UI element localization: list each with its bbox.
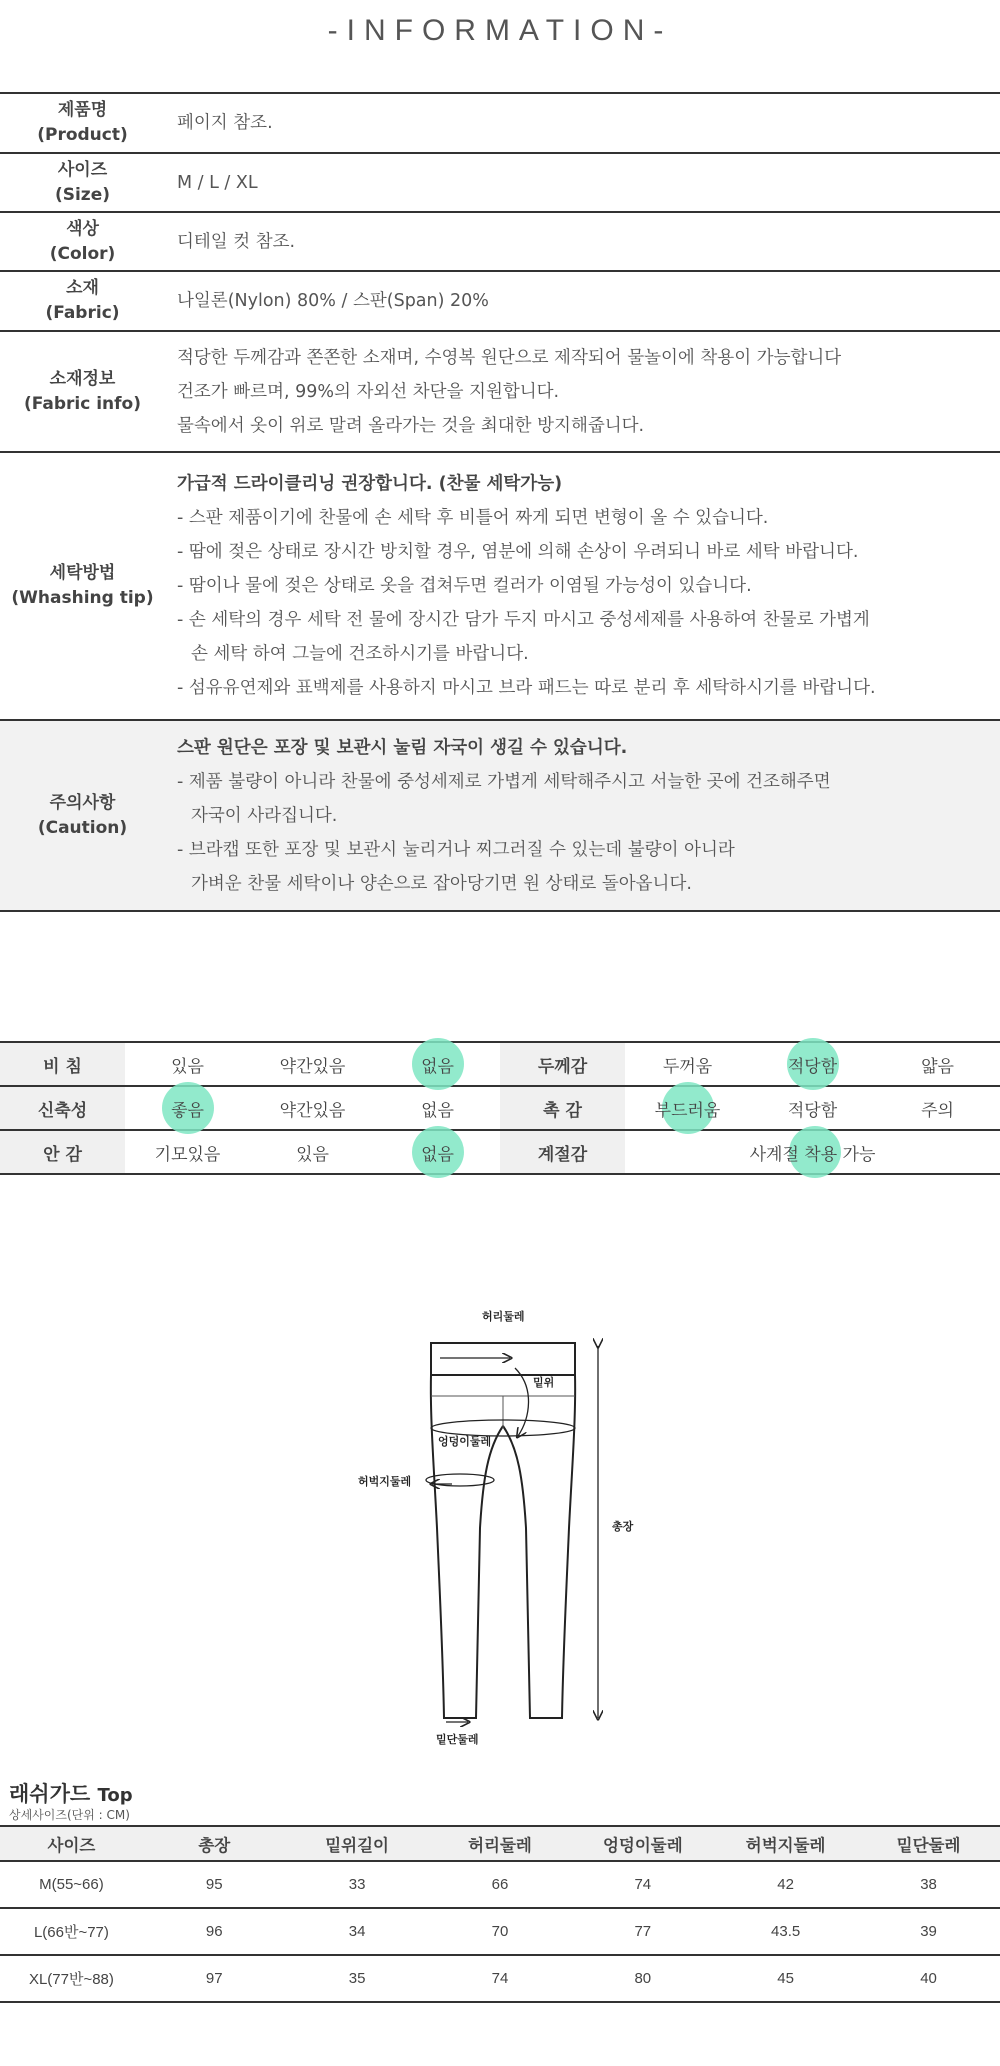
header-size: 사이즈 — [0, 1826, 143, 1861]
char-option-selected — [375, 1131, 500, 1173]
label-ko: 사이즈 — [57, 159, 108, 180]
char-row-1 — [0, 1043, 1000, 1087]
label-en: (Product) — [37, 125, 128, 145]
info-label — [0, 721, 165, 910]
option-text: 주의 — [921, 1100, 954, 1121]
measurement-diagram — [340, 1298, 650, 1748]
char-label — [500, 1087, 625, 1129]
table-cell: 45 — [714, 1955, 857, 2002]
table-cell: 77 — [571, 1908, 714, 1955]
table-cell: 40 — [857, 1955, 1000, 2002]
char-option-selected — [375, 1043, 500, 1085]
label-ko: 주의사항 — [49, 792, 116, 813]
table-cell: XL(77반~88) — [0, 1955, 143, 2002]
char-option-selected — [625, 1131, 1000, 1173]
info-row-product — [0, 92, 1000, 152]
label-ko: 소재정보 — [49, 368, 116, 389]
table-cell: L(66반~77) — [0, 1908, 143, 1955]
info-row-color — [0, 211, 1000, 270]
table-row — [0, 1955, 1000, 2002]
label-en: (Fabric info) — [23, 393, 141, 414]
table-row — [0, 1908, 1000, 1955]
table-cell: 70 — [429, 1908, 572, 1955]
option-text: 약간있음 — [279, 1100, 346, 1121]
char-option-selected — [625, 1087, 750, 1129]
option-text: 부드러움 — [654, 1100, 721, 1121]
info-row-fabric — [0, 270, 1000, 330]
char-option — [250, 1087, 375, 1129]
info-value — [165, 332, 1000, 451]
texture-label: 촉 감 — [543, 1100, 582, 1121]
char-option — [250, 1131, 375, 1173]
char-option — [625, 1043, 750, 1085]
product-value: 페이지 참조. — [177, 113, 273, 133]
caution-heading: 스판 원단은 포장 및 보관시 눌림 자국이 생길 수 있습니다. — [177, 737, 628, 758]
table-cell: 43.5 — [714, 1908, 857, 1955]
label-ko: 세탁방법 — [49, 563, 116, 583]
info-label — [0, 213, 165, 270]
table-cell: 97 — [143, 1955, 286, 2002]
option-text: 기모있음 — [154, 1144, 221, 1165]
size-title-text: 래쉬가드 — [9, 1782, 91, 1806]
lining-label: 안 감 — [43, 1144, 82, 1165]
hip-label: 엉덩이둘레 — [438, 1435, 492, 1448]
label-ko: 색상 — [66, 218, 99, 239]
info-value — [165, 94, 1000, 152]
size-table — [0, 1825, 1000, 2003]
table-cell: 39 — [857, 1908, 1000, 1955]
table-cell: 42 — [714, 1861, 857, 1908]
washing-line: - 섬유유연제와 표백제를 사용하지 마시고 브라 패드는 따로 분리 후 세탁하시기를 바랍니다. — [177, 678, 876, 698]
table-cell: 35 — [286, 1955, 429, 2002]
option-text: 두꺼움 — [662, 1056, 713, 1077]
waist-label: 허리둘레 — [482, 1310, 525, 1323]
info-row-fabric-info — [0, 330, 1000, 451]
table-cell: 74 — [571, 1861, 714, 1908]
option-text: 있음 — [171, 1056, 204, 1077]
option-text: 적당함 — [787, 1056, 838, 1077]
leggings-illustration — [340, 1298, 650, 1748]
info-value — [165, 272, 1000, 330]
hem-label: 밑단둘레 — [436, 1733, 479, 1746]
caution-line: 자국이 사라집니다. — [191, 805, 338, 826]
info-label — [0, 154, 165, 211]
info-label — [0, 453, 165, 719]
option-text: 있음 — [296, 1144, 329, 1165]
char-option-selected — [750, 1043, 875, 1085]
info-label — [0, 332, 165, 451]
table-cell: 96 — [143, 1908, 286, 1955]
table-cell: 33 — [286, 1861, 429, 1908]
option-text: 없음 — [421, 1144, 454, 1165]
elasticity-label: 신축성 — [37, 1100, 88, 1121]
char-label — [0, 1131, 125, 1173]
washing-line: - 땀에 젖은 상태로 장시간 방치할 경우, 염분에 의해 손상이 우려되니 바로 세탁 바랍니다. — [177, 542, 859, 562]
info-row-size — [0, 152, 1000, 211]
option-text: 약간있음 — [279, 1056, 346, 1077]
option-text: 없음 — [421, 1100, 454, 1121]
info-value — [165, 213, 1000, 270]
char-option-selected — [125, 1087, 250, 1129]
info-label — [0, 94, 165, 152]
table-cell: 34 — [286, 1908, 429, 1955]
color-value: 디테일 컷 참조. — [177, 231, 296, 252]
season-value: 사계절 착용 가능 — [749, 1144, 876, 1165]
char-label — [500, 1043, 625, 1085]
char-option — [750, 1087, 875, 1129]
information-table — [0, 92, 1000, 912]
header-hip: 엉덩이둘레 — [571, 1826, 714, 1861]
size-header-row — [0, 1826, 1000, 1861]
char-option — [875, 1087, 1000, 1129]
page-title: -INFORMATION- — [327, 14, 673, 47]
info-value — [165, 453, 1000, 719]
char-row-3 — [0, 1131, 1000, 1175]
table-cell: 80 — [571, 1955, 714, 2002]
see-through-label: 비 침 — [43, 1056, 82, 1077]
fabric-info-line: 물속에서 옷이 위로 말려 올라가는 것을 최대한 방지해줍니다. — [177, 415, 645, 436]
fabric-info-line: 적당한 두께감과 쫀쫀한 소재며, 수영복 원단으로 제작되어 물놀이에 착용이 가능합니다 — [177, 347, 842, 368]
char-row-2 — [0, 1087, 1000, 1131]
washing-line: - 스판 제품이기에 찬물에 손 세탁 후 비틀어 짜게 되면 변형이 올 수 있습니다. — [177, 508, 769, 528]
char-label — [0, 1087, 125, 1129]
header-rise: 밑위길이 — [286, 1826, 429, 1861]
info-row-caution — [0, 719, 1000, 912]
thigh-label: 허벅지둘레 — [358, 1475, 412, 1488]
option-text: 얇음 — [921, 1056, 954, 1077]
caution-line: 가벼운 찬물 세탁이나 양손으로 잡아당기면 원 상태로 돌아옵니다. — [191, 873, 692, 894]
label-en: (Fabric) — [45, 303, 120, 323]
info-row-washing — [0, 451, 1000, 719]
season-label: 계절감 — [537, 1144, 588, 1165]
table-cell: 95 — [143, 1861, 286, 1908]
washing-line: - 땀이나 물에 젖은 상태로 옷을 겹쳐두면 컬러가 이염될 가능성이 있습니다. — [177, 576, 752, 596]
washing-heading: 가급적 드라이클리닝 권장합니다. (찬물 세탁가능) — [177, 474, 563, 494]
length-label: 총장 — [612, 1520, 634, 1533]
caution-line: - 제품 불량이 아니라 찬물에 중성세제로 가볍게 세탁해주시고 서늘한 곳에 건조해주면 — [177, 771, 831, 792]
washing-line: - 손 세탁의 경우 세탁 전 물에 장시간 담가 두지 마시고 중성세제를 사용하여 찬물로 가볍게 — [177, 610, 870, 630]
size-title-suffix: Top — [97, 1785, 133, 1806]
char-option — [375, 1087, 500, 1129]
table-cell: 74 — [429, 1955, 572, 2002]
option-text: 없음 — [421, 1056, 454, 1077]
rise-label: 밑위 — [533, 1376, 555, 1389]
label-en: (Size) — [54, 184, 111, 205]
label-en: (Caution) — [37, 817, 128, 838]
table-cell: 38 — [857, 1861, 1000, 1908]
char-label — [500, 1131, 625, 1173]
char-option — [125, 1043, 250, 1085]
header-length: 총장 — [143, 1826, 286, 1861]
label-en: (Color) — [49, 243, 116, 264]
header-waist: 허리둘레 — [429, 1826, 572, 1861]
fabric-info-line: 건조가 빠르며, 99%의 자외선 차단을 지원합니다. — [177, 381, 560, 402]
caution-line: - 브라캡 또한 포장 및 보관시 눌리거나 찌그러질 수 있는데 불량이 아니라 — [177, 839, 735, 860]
char-option — [875, 1043, 1000, 1085]
header-hem: 밑단둘레 — [857, 1826, 1000, 1861]
info-label — [0, 272, 165, 330]
table-row — [0, 1861, 1000, 1908]
thickness-label: 두께감 — [537, 1056, 588, 1077]
header-thigh: 허벅지둘레 — [714, 1826, 857, 1861]
option-text: 적당함 — [787, 1100, 838, 1121]
size-section-title — [9, 1778, 133, 1808]
info-value — [165, 154, 1000, 211]
size-subtitle: 상세사이즈(단위 : CM) — [9, 1808, 130, 1822]
label-en: (Whashing tip) — [11, 588, 154, 608]
fabric-value: 나일론(Nylon) 80% / 스판(Span) 20% — [177, 291, 489, 311]
characteristics-table — [0, 1041, 1000, 1175]
size-value: M / L / XL — [177, 172, 258, 193]
label-ko: 제품명 — [57, 100, 108, 120]
option-text: 좋음 — [171, 1100, 204, 1121]
table-cell: 66 — [429, 1861, 572, 1908]
table-cell: M(55~66) — [0, 1861, 143, 1908]
washing-line: 손 세탁 하여 그늘에 건조하시기를 바랍니다. — [191, 644, 529, 664]
char-label — [0, 1043, 125, 1085]
info-value — [165, 721, 1000, 910]
label-ko: 소재 — [66, 278, 99, 298]
char-option — [250, 1043, 375, 1085]
char-option — [125, 1131, 250, 1173]
